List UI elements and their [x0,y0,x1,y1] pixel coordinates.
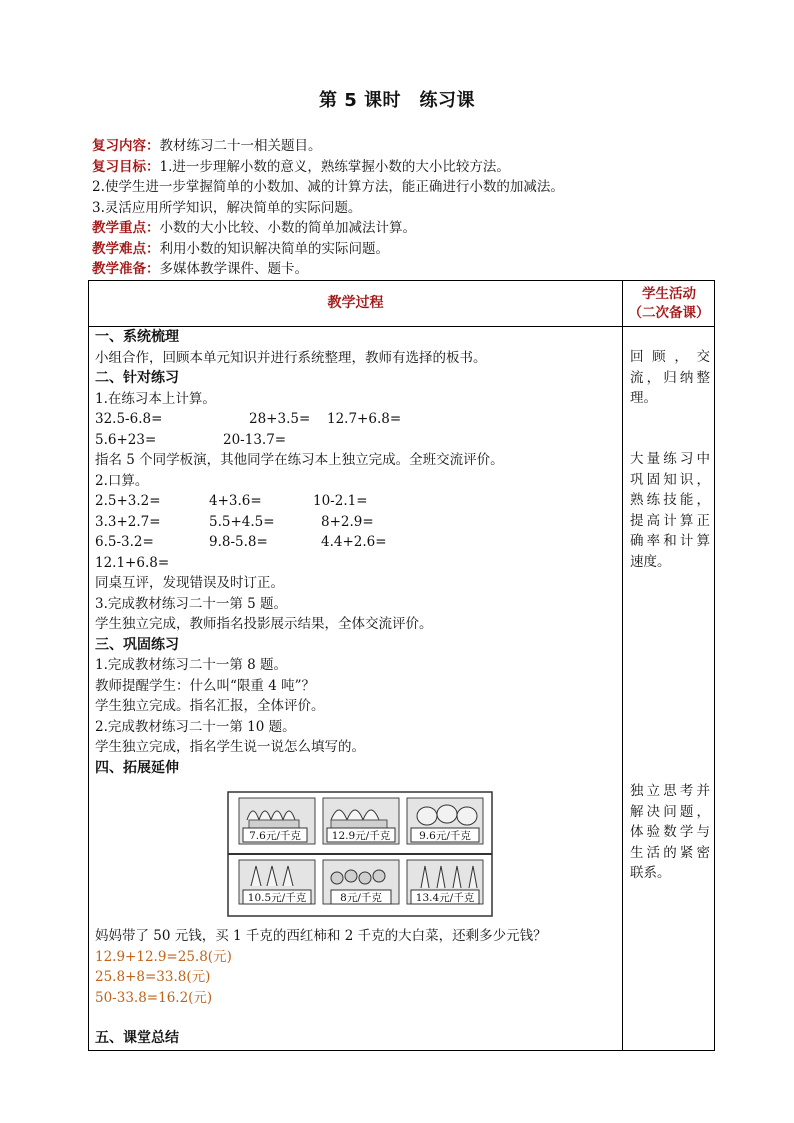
vegetable-shelf-illustration [227,790,493,918]
text-line: 学生独立完成，指名学生说一说怎么填写的。 [95,739,365,755]
price-label: 8元/千克 [340,892,382,904]
exercise: 3.3+2.7= [95,513,161,530]
text-line: 2.口算。 [95,472,149,489]
exercise-row [95,512,619,533]
text-line: 小组合作，回顾本单元知识并进行系统整理，教师有选择的板书。 [95,349,487,366]
answer-line: 50-33.8=16.2(元) [95,989,213,1006]
info-label: 教学准备： [92,261,160,277]
answer-line: 25.8+8=33.8(元) [95,969,211,985]
text-line: 3.完成教材练习二十一第 5 题。 [95,595,288,612]
header-side-line-1: 学生活动 [642,285,696,302]
student-activity-note: 回顾，交流，归纳整理。 [630,349,710,406]
text-line: 1.完成教材练习二十一第 8 题。 [95,657,288,673]
answer-line: 12.9+12.9=25.8(元) [95,948,232,965]
exercise-row [95,430,619,451]
spacer [95,1008,619,1028]
info-content [92,136,732,157]
header-student-activity [623,281,715,326]
lesson-table [88,280,715,1051]
exercise: 20-13.7= [223,431,287,448]
student-activity-note: 大量练习中巩固知识，熟练技能，提高计算正确率和计算速度。 [630,451,710,570]
info-key-point [92,218,732,239]
text-line: 妈妈带了 50 元钱，买 1 千克的西红柿和 2 千克的大白菜，还剩多少元钱？ [95,928,547,944]
exercise: 4.4+2.6= [321,534,387,550]
info-text: 3.灵活应用所学知识，解决简单的实际问题。 [92,199,362,216]
exercise-row [95,491,619,512]
exercise: 8+2.9= [321,513,374,530]
info-text: 2.使学生进一步掌握简单的小数加、减的计算方法，能正确进行小数的加减法。 [92,179,564,195]
exercise: 5.6+23= [95,431,157,448]
info-label: 复习目标： [92,158,160,175]
teaching-process-column [95,327,619,1049]
price-label: 12.9元/千克 [331,830,391,842]
info-goal [92,157,732,178]
info-label: 复习内容： [92,138,160,154]
text-line: 1.在练习本上计算。 [95,390,216,407]
info-text: 教材练习二十一相关题目。 [159,138,322,154]
header-side-line-2: （二次备课） [628,304,710,321]
price-label: 9.6元/千克 [419,830,471,842]
column-divider [622,281,623,1050]
info-label: 教学重点： [92,220,160,236]
section-heading: 三、巩固练习 [95,636,179,653]
exercise-row [95,409,619,430]
info-goal-3 [92,198,732,219]
section-heading: 四、拓展延伸 [95,759,179,776]
exercise-row [95,532,619,553]
info-goal-2 [92,177,732,198]
text-line: 学生独立完成。指名汇报，全体评价。 [95,698,325,714]
info-text: 小数的大小比较、小数的简单加减法计算。 [159,220,416,236]
text-line: 指名 5 个同学板演，其他同学在练习本上独立完成。全班交流评价。 [95,452,504,468]
exercise: 5.5+4.5= [209,513,275,530]
section-heading: 五、课堂总结 [95,1030,179,1046]
info-label: 教学难点： [92,240,160,257]
exercise: 12.7+6.8= [327,411,402,427]
lesson-info [92,136,732,280]
text-line: 同桌互评，发现错误及时订正。 [95,575,284,591]
exercise: 9.8-5.8= [209,534,268,550]
price-label: 7.6元/千克 [249,830,301,842]
price-label: 13.4元/千克 [415,892,475,904]
info-text: 1.进一步理解小数的意义，熟练掌握小数的大小比较方法。 [159,158,510,175]
info-text: 利用小数的知识解决简单的实际问题。 [159,240,389,257]
exercise: 4+3.6= [209,493,262,509]
exercise: 10-2.1= [313,493,368,509]
exercise: 32.5-6.8= [95,411,163,427]
exercise: 12.1+6.8= [95,554,170,571]
info-text: 多媒体教学课件、题卡。 [159,261,308,277]
info-difficulty [92,239,732,260]
text-line: 学生独立完成，教师指名投影展示结果，全体交流评价。 [95,616,433,632]
exercise-row [95,553,619,574]
exercise: 6.5-3.2= [95,534,154,550]
section-heading: 二、针对练习 [95,370,179,386]
price-label: 10.5元/千克 [247,892,307,904]
text-line: 2.完成教材练习二十一第 10 题。 [95,718,296,735]
exercise: 28+3.5= [249,411,311,427]
exercise: 2.5+3.2= [95,493,161,509]
text-line: 教师提醒学生：什么叫“限重 4 吨”？ [95,677,315,694]
section-heading: 一、系统梳理 [95,329,179,345]
header-teaching-process: 教学过程 [327,295,384,311]
student-activity-note: 独立思考并解决问题，体验数学与生活的紧密联系。 [630,783,710,881]
info-preparation [92,259,732,280]
page-title: 第 5 课时 练习课 [318,90,476,111]
